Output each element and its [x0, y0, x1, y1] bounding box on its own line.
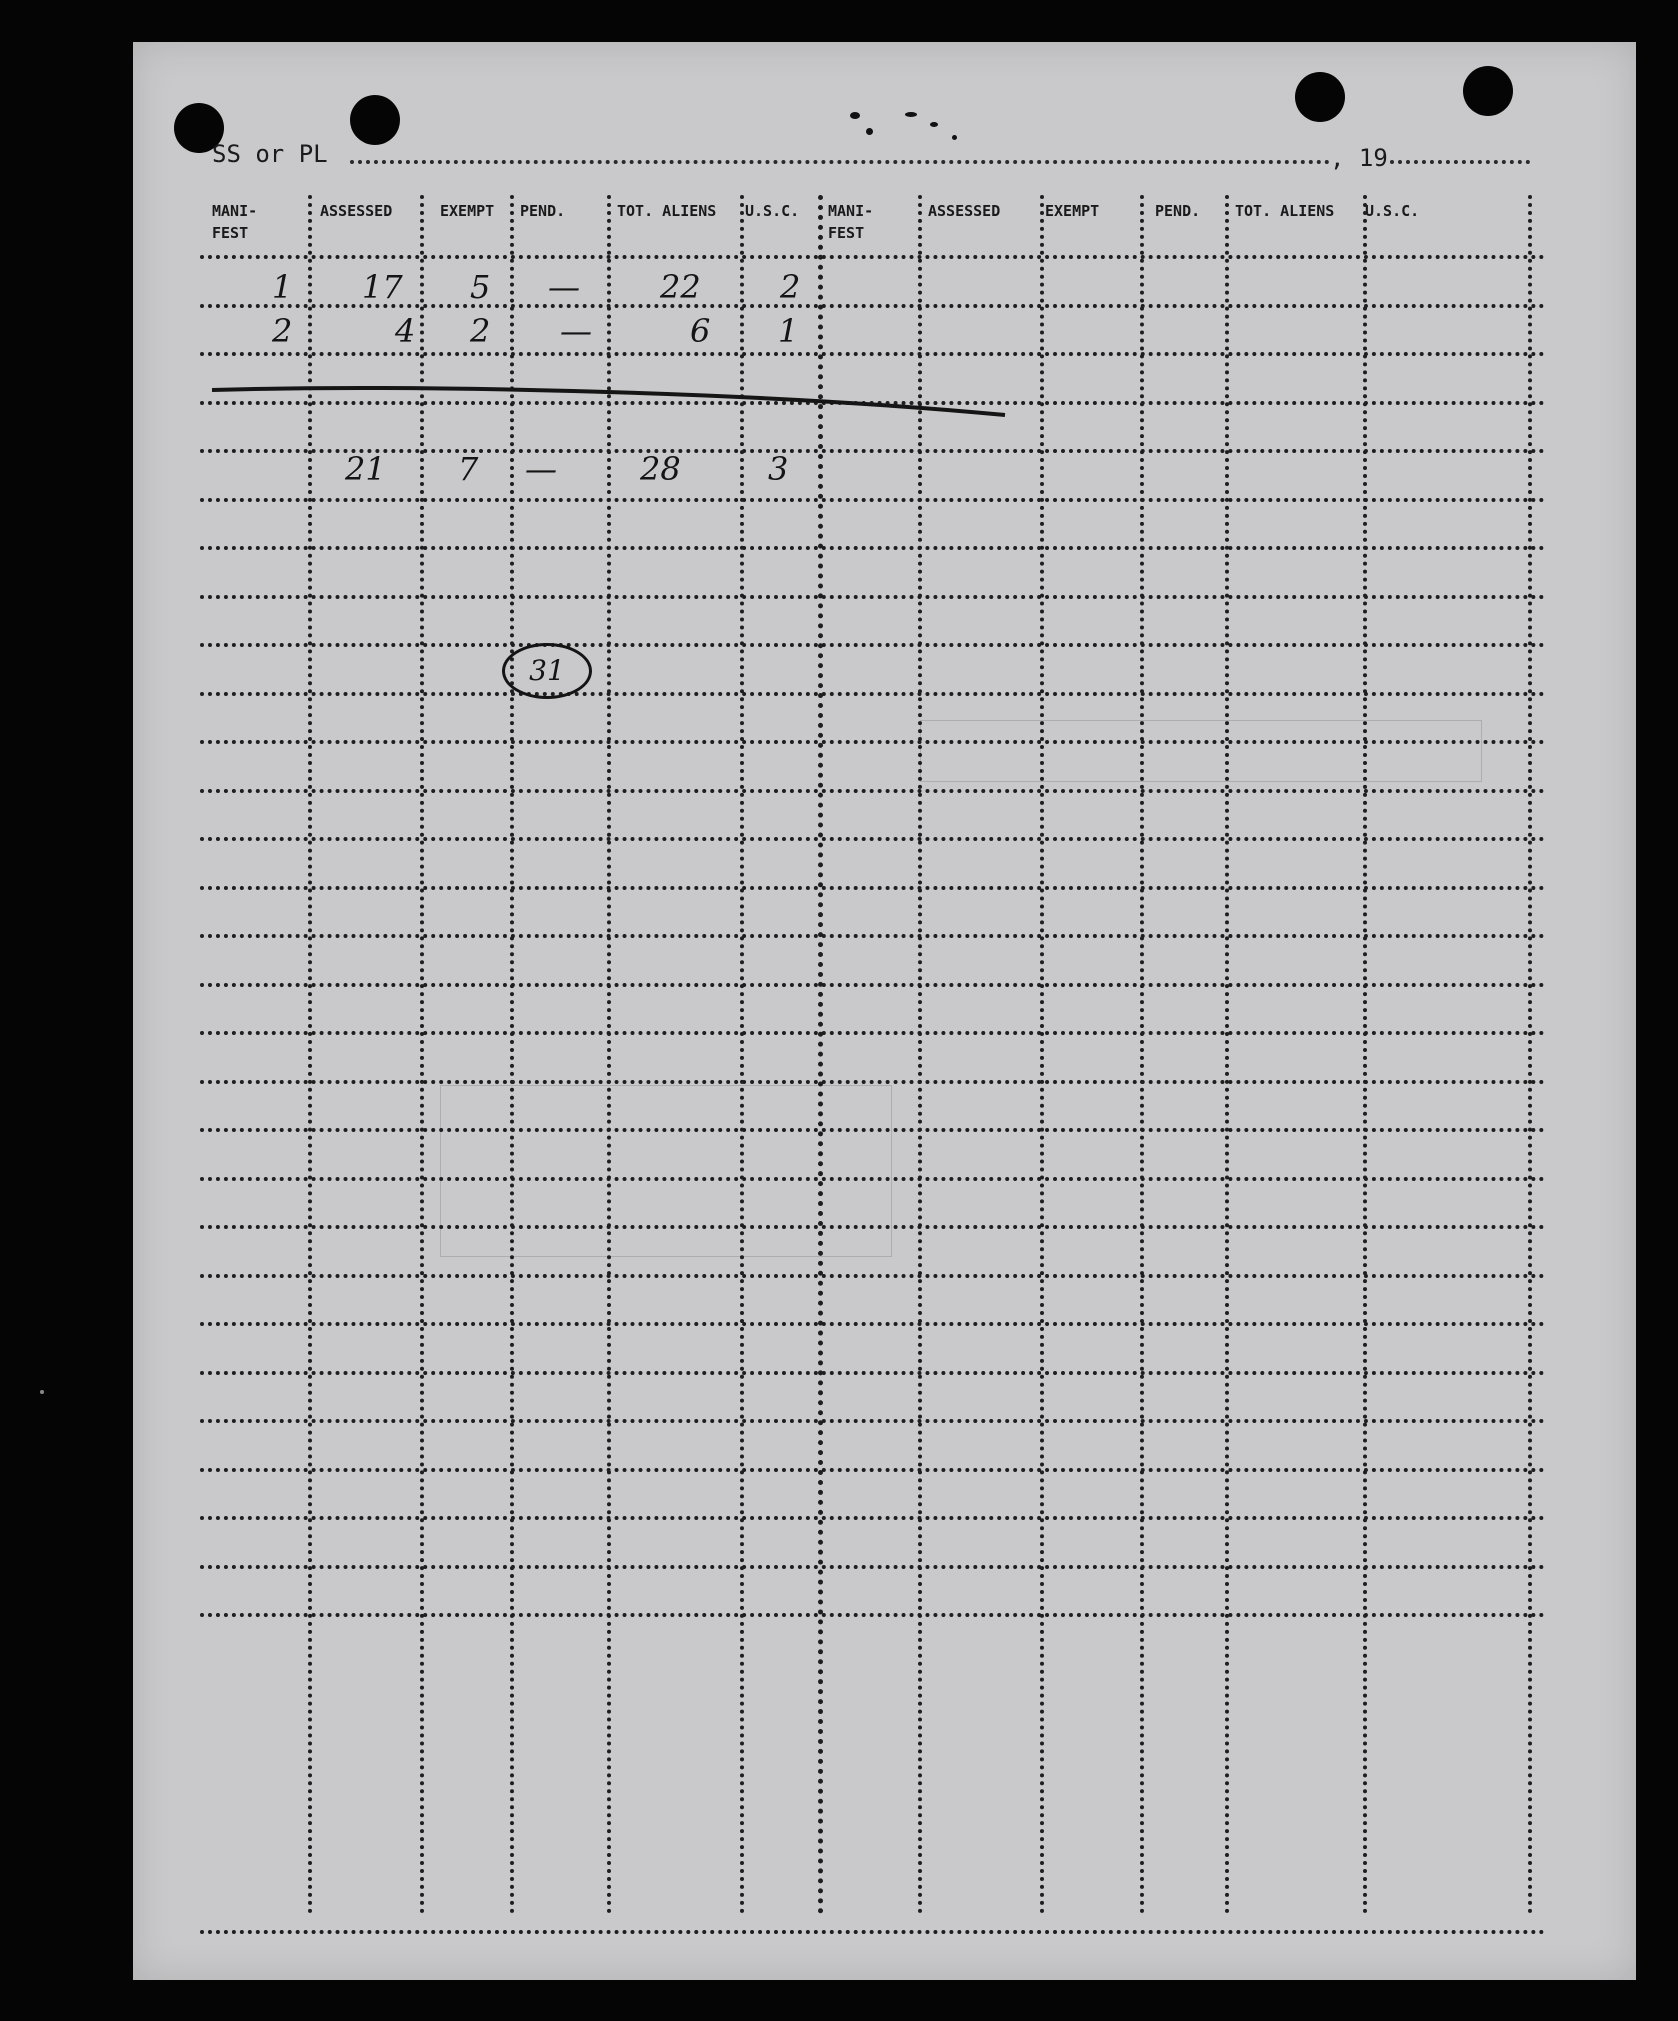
row-1-usc: 2	[780, 268, 801, 306]
ink-speck	[930, 122, 938, 127]
col-header-exempt: EXEMPT	[440, 202, 495, 220]
col-header-assessed-2: ASSESSED	[928, 202, 1001, 220]
grid-row-rule	[200, 1177, 1545, 1181]
grid-column-line	[740, 195, 744, 1915]
grid-column-line	[510, 195, 514, 1915]
total-assessed: 21	[345, 450, 386, 488]
row-2-assessed: 4	[395, 312, 416, 350]
ink-speck	[850, 112, 860, 119]
bleed-through-box	[920, 720, 1482, 782]
form-title: SS or PL	[212, 140, 328, 168]
grid-row-rule	[200, 1322, 1545, 1326]
row-1-exempt: 5	[470, 268, 491, 306]
title-fill-line	[350, 160, 1330, 164]
grid-column-line	[1363, 195, 1367, 1915]
form-sheet	[133, 42, 1636, 1980]
grid-row-rule	[200, 643, 1545, 647]
grid-bottom-rule	[200, 1930, 1545, 1934]
ink-speck	[866, 128, 873, 135]
grid-row-rule	[200, 1031, 1545, 1035]
row-2-tot-aliens: 6	[690, 312, 711, 350]
grid-row-rule	[200, 352, 1545, 356]
total-tot-aliens: 28	[640, 450, 681, 488]
col-header-exempt-2: EXEMPT	[1045, 202, 1100, 220]
grid-row-rule	[200, 740, 1545, 744]
total-usc: 3	[768, 450, 789, 488]
grid-row-rule	[200, 546, 1545, 550]
grid-row-rule	[200, 449, 1545, 453]
row-1-manifest: 1	[272, 268, 293, 306]
col-header-tot-aliens: TOT. ALIENS	[617, 202, 717, 220]
col-header-usc-2: U.S.C.	[1365, 202, 1420, 220]
grid-row-rule	[200, 1516, 1545, 1520]
grid-row-rule	[200, 1613, 1545, 1617]
grid-row-rule	[200, 255, 1545, 259]
punch-hole-4	[1463, 66, 1513, 116]
grid-row-rule	[200, 498, 1545, 502]
punch-hole-2	[350, 95, 400, 145]
grid-row-rule	[200, 1468, 1545, 1472]
col-header-usc: U.S.C.	[745, 202, 800, 220]
grid-column-line	[420, 195, 424, 1915]
total-pend: —	[525, 450, 557, 488]
circled-note: 31	[502, 643, 592, 699]
row-1-pend: —	[548, 268, 580, 306]
grid-row-rule	[200, 692, 1545, 696]
grid-row-rule	[200, 1225, 1545, 1229]
punch-hole-3	[1295, 72, 1345, 122]
col-header-manifest-2: MANI- FEST	[828, 202, 874, 242]
grid-column-line	[818, 195, 823, 1915]
grid-column-line	[1528, 195, 1532, 1915]
col-header-tot-aliens-2: TOT. ALIENS	[1235, 202, 1335, 220]
grid-row-rule	[200, 1274, 1545, 1278]
scan-speck	[40, 1390, 44, 1394]
row-2-pend: —	[560, 312, 592, 350]
row-2-manifest: 2	[272, 312, 293, 350]
ink-speck	[952, 135, 957, 140]
grid-column-line	[1225, 195, 1229, 1915]
grid-row-rule	[200, 1128, 1545, 1132]
grid-row-rule	[200, 1565, 1545, 1569]
row-2-usc: 1	[778, 312, 799, 350]
bleed-through-box	[440, 1085, 892, 1257]
col-header-pend-2: PEND.	[1155, 202, 1201, 220]
grid-row-rule	[200, 837, 1545, 841]
col-header-manifest: MANI- FEST	[212, 202, 258, 242]
grid-row-rule	[200, 401, 1545, 405]
row-2-exempt: 2	[470, 312, 491, 350]
total-exempt: 7	[458, 450, 479, 488]
grid-row-rule	[200, 934, 1545, 938]
grid-column-line	[1040, 195, 1044, 1915]
grid-column-line	[607, 195, 611, 1915]
row-1-tot-aliens: 22	[660, 268, 701, 306]
col-header-pend: PEND.	[520, 202, 566, 220]
grid-column-line	[1140, 195, 1144, 1915]
grid-row-rule	[200, 886, 1545, 890]
col-header-assessed: ASSESSED	[320, 202, 393, 220]
grid-row-rule	[200, 1419, 1545, 1423]
grid-row-rule	[200, 595, 1545, 599]
grid-row-rule	[200, 789, 1545, 793]
row-1-assessed: 17	[362, 268, 403, 306]
date-year-label: , 19	[1330, 144, 1388, 172]
grid-row-rule	[200, 983, 1545, 987]
grid-row-rule	[200, 1371, 1545, 1375]
year-fill-line	[1390, 160, 1530, 164]
ink-speck	[905, 112, 917, 117]
grid-row-rule	[200, 1080, 1545, 1084]
grid-column-line	[308, 195, 312, 1915]
grid-column-line	[918, 195, 922, 1915]
